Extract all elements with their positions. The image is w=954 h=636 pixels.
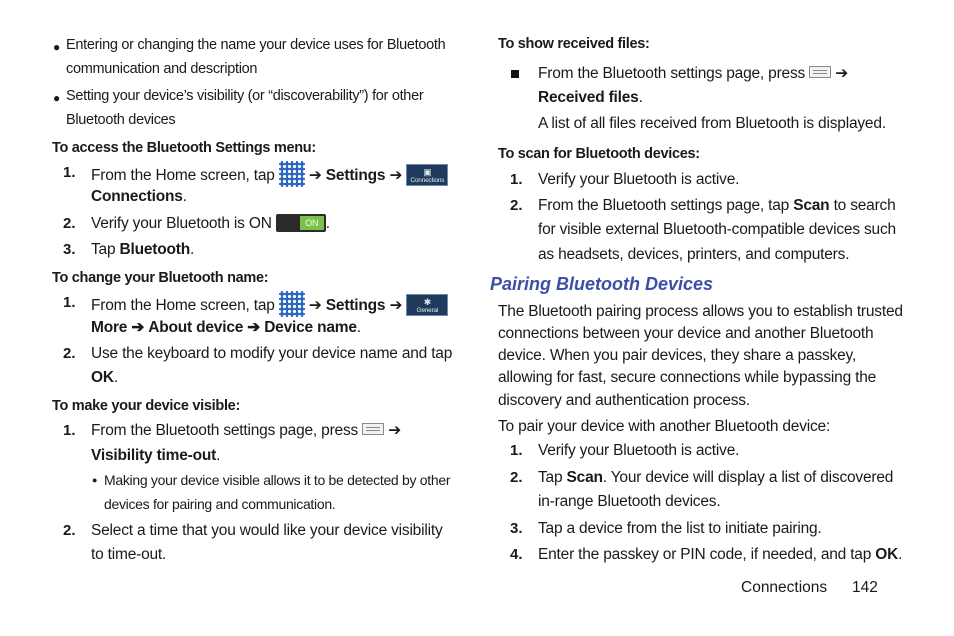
step-text: From the Bluetooth settings page, press ➔ [538,65,849,82]
page-number: 142 [852,579,878,596]
paragraph-line: connections between your device and another Bluetooth [498,325,874,342]
step-text: Visibility time-out. [91,447,221,464]
bullet-text: Bluetooth devices [66,112,176,128]
step-text: Tap a device from the list to initiate pairing. [538,520,822,537]
section-heading: To scan for Bluetooth devices: [498,146,700,162]
step-number: 3. [63,241,76,258]
bullet-dot: ● [92,475,98,485]
step-text: Connections. [91,188,187,205]
note-text: devices for pairing and communication. [104,496,336,512]
step-number: 1. [63,164,76,181]
bluetooth-toggle-icon: ON [276,214,326,232]
step-number: 1. [510,442,523,459]
step-text: Verify your Bluetooth is active. [538,171,740,188]
section-heading: To make your device visible: [52,398,240,414]
step-text: From the Bluetooth settings page, press ➔ [91,422,402,439]
paragraph-line: discovery and authentication process. [498,392,750,409]
step-text: Enter the passkey or PIN code, if needed, and tap OK. [538,546,903,563]
step-text: Use the keyboard to modify your device name and tap [91,345,453,362]
step-text: More ➔ About device ➔ Device name. [91,319,361,336]
step-text: as headsets, devices, printers, and computers. [538,246,850,263]
step-number: 3. [510,520,523,537]
arrow-icon: ➔ [835,65,849,82]
general-tab-icon: ✱ General [406,294,448,316]
bullet-text: Setting your device’s visibility (or “discoverability”) for other [66,88,424,104]
section-heading: To access the Bluetooth Settings menu: [52,140,316,156]
step-number: 1. [510,171,523,188]
step-number: 2. [63,522,76,539]
bullet-dot: ● [53,91,61,105]
step-number: 2. [510,197,523,214]
step-text: to time-out. [91,546,167,563]
square-bullet [511,70,519,78]
step-text: Verify your Bluetooth is ON ON . [91,215,330,232]
menu-key-icon [362,423,384,435]
paragraph-line: The Bluetooth pairing process allows you to establish trusted [498,303,903,320]
step-number: 2. [63,345,76,362]
step-text: OK. [91,369,118,386]
paragraph-line: allowing for fast, secure connections while bypassing the [498,369,877,386]
arrow-icon: ➔ [388,422,402,439]
section-heading: To show received files: [498,36,650,52]
step-number: 4. [510,546,523,563]
step-number: 2. [510,469,523,486]
paragraph-line: To pair your device with another Bluetooth device: [498,418,831,435]
step-number: 1. [63,422,76,439]
arrow-icon: ➔ [389,167,403,185]
step-text: Select a time that you would like your device visibility [91,522,443,539]
section-title: Pairing Bluetooth Devices [490,274,714,294]
apps-grid-icon [279,161,305,187]
step-text: From the Bluetooth settings page, tap Scan to search [538,197,896,214]
step-number: 2. [63,215,76,232]
step-text: Tap Scan. Your device will display a list of discovered [538,469,894,486]
bullet-text: communication and description [66,61,258,77]
step-text: Received files. [538,89,643,106]
step-text: Tap Bluetooth. [91,241,195,258]
step-text: A list of all files received from Bluetooth is displayed. [538,115,886,132]
note-text: Making your device visible allows it to be detected by other [104,472,451,488]
footer-section: Connections [741,579,828,596]
menu-key-icon [809,66,831,78]
section-heading: To change your Bluetooth name: [52,270,269,286]
step-number: 1. [63,294,76,311]
step-text: Verify your Bluetooth is active. [538,442,740,459]
apps-grid-icon [279,291,305,317]
bullet-dot: ● [53,40,61,54]
step-text: for visible external Bluetooth-compatible devices such [538,221,896,238]
connections-tab-icon: ▣ Connections [406,164,448,186]
arrow-icon: ➔ [308,297,322,315]
step-text: in-range Bluetooth devices. [538,493,721,510]
step-text: From the Home screen, tap ➔ Settings ➔ ▣ Connections [91,163,448,189]
paragraph-line: device. When you pair devices, they share a passkey, [498,347,857,364]
arrow-icon: ➔ [389,297,403,315]
arrow-icon: ➔ [308,167,322,185]
bullet-text: Entering or changing the name your device uses for Bluetooth [66,37,446,53]
step-text: From the Home screen, tap ➔ Settings ➔ ✱ General [91,293,448,319]
